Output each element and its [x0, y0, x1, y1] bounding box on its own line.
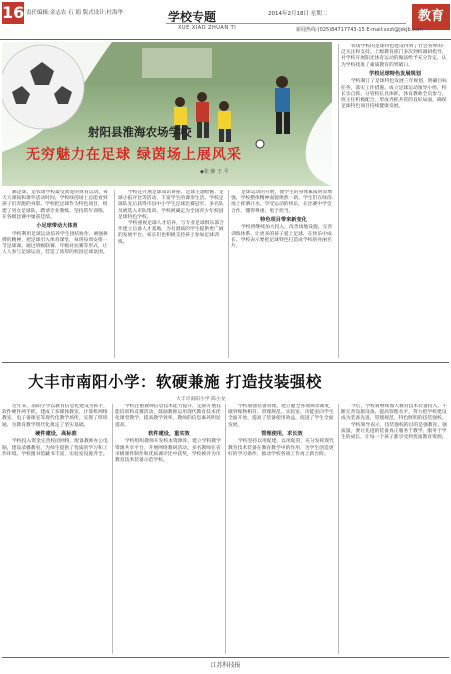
lead-paragraph: 足球运动的开展，使学生的身体素质明显增强，学校整体精神面貌焕然一新。学生们在绿茵场上挥洒汗水，享受运动的快乐，在比赛中学会合作、懂得尊重、勇于担当。: [231, 190, 333, 214]
column-divider: [225, 404, 226, 654]
second-column-1: [2, 404, 110, 656]
section-pinyin: XUE XIAO ZHUAN TI: [178, 25, 237, 31]
second-subhead: 软件建设，重实效: [148, 430, 190, 437]
column-divider: [112, 404, 113, 654]
lead-headline-2: 无穷魅力在足球 绿茵场上展风采: [26, 147, 242, 163]
lead-column-2: [118, 190, 226, 360]
second-paragraph: 学校领导表示，技装强校的目的是强教育、强质量，要让先进的装备真正服务于教学，服务于学生的成长，让每一个孩子都享受到优质教育资源。: [341, 422, 447, 441]
lead-paragraph: 学校还开展足球知识讲座、足球主题绘画、足球小报评比等活动，丰富学生的课余生活。学校足球队先后获得市县中小学生足球比赛冠军，多名队员被选入市队集训。学校被确定为全国青少年校园足球特色学校。: [118, 190, 224, 220]
lead-headline-1: 射阳县淮海农场学校: [88, 125, 192, 139]
second-subhead: 硬件建设，高标准: [35, 430, 77, 437]
second-paragraph: 学校加强装备管理，建立健全各项规章制度，做到账物相符、管理规范。实验室、功能室向学生全面开放，提高了装备使用效益，促进了学生全面发展。: [228, 404, 334, 428]
second-headline: 大丰市南阳小学：软硬兼施 打造技装强校: [28, 373, 322, 391]
lead-paragraph: 农场学校的足球特色建设得到了社会各界的广泛关注和支持。上级教育部门多次到校调研指导，对学校开展阳光体育运动的做法给予充分肯定，认为学校找准了素质教育的突破口。: [341, 44, 447, 68]
second-column-2: [115, 404, 223, 656]
issue-date: 2014年2月18日 星期二: [268, 11, 328, 17]
page-number: 16: [2, 3, 25, 22]
football-field-photo: [2, 42, 332, 186]
second-paragraph: 学校注重教师信息技术能力提升，定期开展技能培训和竞赛活动，鼓励教师运用现代教育技术优化课堂教学，提高教学效率。教师的信息素养明显提高。: [115, 404, 221, 428]
column-divider: [338, 44, 339, 358]
lead-column-1: [2, 190, 112, 360]
second-subhead: 管理使用，求长效: [261, 430, 303, 437]
second-column-4: [341, 404, 449, 656]
lead-column-4: [341, 44, 449, 360]
lead-paragraph: 学校利用足球运动培养学生团结协作、顽强拼搏的精神，把足球引入体育课堂，每班每周安排一节足球课。通过班级联赛、年级对抗赛等形式，让人人参与足球运动，营造了浓厚的校园足球氛围。: [2, 231, 108, 256]
second-paragraph: 学校组织教师开发校本资源库，建立学科教学资源共享平台，开展网络教研活动。多名教师在省市级课件制作和优质课评比中获奖，学校被评为市教育技术装备示范学校。: [115, 439, 221, 464]
lead-paragraph: 踢足球，是农场学校最受欢迎的体育运动。每天大课间和课外活动时间，学校绿茵场上总能看到孩子们奔跑的身影。学校把足球作为特色项目，组建了男女足球队，聘请专业教练，坚持常年训练，在各级比赛中屡获佳绩。: [2, 190, 108, 220]
section-title: 学校专题: [168, 10, 217, 24]
page-header: [0, 0, 451, 40]
lead-photo: [2, 42, 332, 186]
lead-column-3: [231, 190, 336, 360]
second-paragraph: 近年来，南阳小学以教育信息化建设为抓手，软件硬件两手抓，建成了多媒体教室、计算机网络教室、电子备课室等现代化教学场所，实现了班班通，为教育教学现代化奠定了坚实基础。: [2, 404, 108, 428]
footer-rule: [2, 657, 449, 658]
second-paragraph: 今后，学校将继续加大教育技术装备投入，不断完善设施设备，提高管理水平，努力把学校建设成为装备先进、管理规范、特色鲜明的技装强校。: [341, 404, 447, 422]
header-rule: [166, 23, 406, 24]
second-author: 大丰市南阳小学 陈小龙: [176, 397, 226, 402]
footer-text: 江苏科技报: [210, 662, 241, 669]
lead-byline: ◆张 静 王 平: [200, 169, 229, 175]
lead-paragraph: 学校将继续加大投入，改善场地设施，完善训练体系，让更多的孩子爱上足球，在快乐中成长。学校表示要把足球特色打造成学校的亮丽名片。: [231, 225, 333, 250]
lead-subhead: 特色项目带来新变化: [260, 216, 307, 223]
editor-credits: 责任编辑:金志农 石 娟 版式设计:杜海华: [26, 10, 123, 16]
lead-paragraph: 学校制订了足球特色发展三年规划，明确目标任务，落实工作措施。成立足球运动领导小组，校长亲自抓，分管校长具体抓，体育教师全员参与，班主任积极配合，形成齐抓共管的良好局面，确保足球特色项目持续健康发展。: [341, 79, 447, 110]
column-divider: [228, 190, 229, 358]
column-divider: [114, 190, 115, 358]
second-paragraph: 学校坚持以用促建、以用促管，充分发挥现代教育技术装备在教育教学中的作用，为学生创造更好的学习条件，推动学校各项工作再上新台阶。: [228, 439, 334, 457]
second-paragraph: 学校投入资金完善校园网络，配备教师办公电脑，建设录播教室，为师生提供了优质的学习和工作环境。学校图书馆藏书丰富，实验室设施齐全。: [2, 439, 108, 457]
column-divider: [338, 404, 339, 654]
second-column-3: [228, 404, 336, 656]
lead-paragraph: 学校重视足球人才培养，与专业足球俱乐部合作建立后备人才基地，为有潜质的学生提供更广阔的发展平台。家长们也积极支持孩子参加足球训练。: [118, 221, 224, 245]
section-logo: 教育: [412, 4, 450, 30]
lead-subhead: 学校足球特色发展规划: [369, 70, 421, 77]
contact-line: 新闻热线:(025)84717743-15 E-mail:xxzt@jskjb.com: [296, 27, 423, 33]
story-separator: [2, 362, 449, 363]
lead-subhead: 小足球带动大体育: [36, 223, 78, 230]
